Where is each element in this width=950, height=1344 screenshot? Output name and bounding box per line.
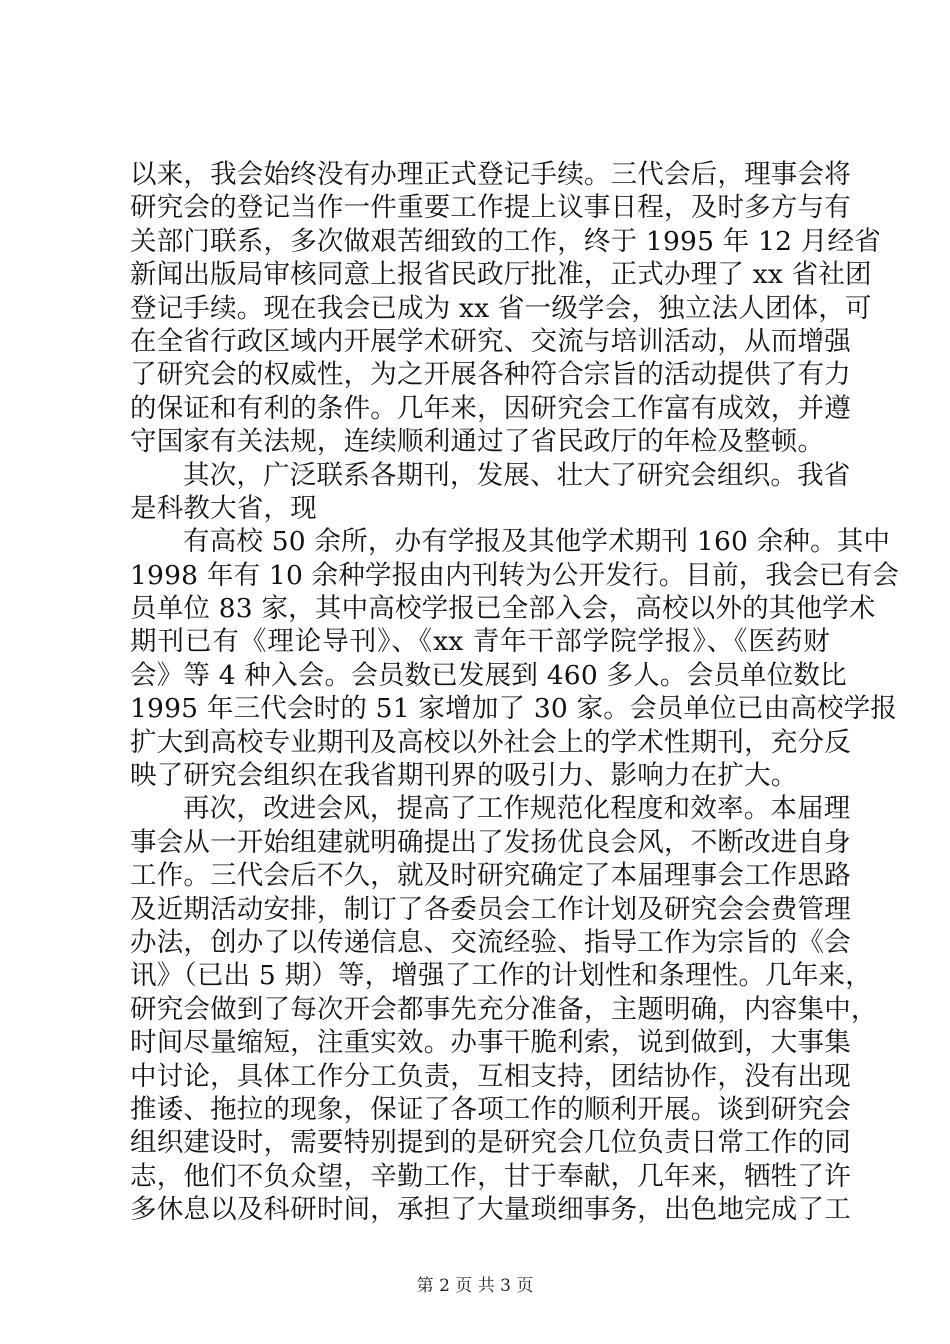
text-line: 新闻出版局审核同意上报省民政厅批准，正式办理了 xx 省社团 [130,259,872,291]
text-line: 办法，创办了以传递信息、交流经验、指导工作为宗旨的《会 [130,926,851,958]
paragraph-first-line: 其次，广泛联系各期刊，发展、壮大了研究会组织。我省 [183,459,851,491]
text-line: 关部门联系，多次做艰苦细致的工作，终于 1995 年 12 月经省 [130,225,881,257]
text-line: 多休息以及科研时间，承担了大量琐细事务，出色地完成了工 [130,1194,851,1226]
text-line: 期刊已有《理论导刊》、《xx 青年干部学院学报》、《医药财 [130,626,830,658]
text-line: 研究会做到了每次开会都事先充分准备，主题明确，内容集中， [130,993,878,1025]
text-line: 志，他们不负众望，辛勤工作，甘于奉献，几年来，牺牲了许 [130,1160,851,1192]
text-line: 了研究会的权威性，为之开展各种符合宗旨的活动提供了有力 [130,359,851,391]
text-line: 1998 年有 10 余种学报由内刊转为公开发行。目前，我会已有会 [130,559,900,591]
document-body [130,158,900,1227]
text-line: 登记手续。现在我会已成为 xx 省一级学会，独立法人团体，可 [130,292,872,324]
text-line: 讯》（已出 5 期）等，增强了工作的计划性和条理性。几年来， [130,960,872,992]
text-line: 扩大到高校专业期刊及高校以外社会上的学术性期刊，充分反 [130,726,851,758]
text-line: 推诿、拖拉的现象，保证了各项工作的顺利开展。谈到研究会 [130,1093,851,1125]
text-line: 是科教大省，现 [130,492,317,524]
text-line: 的保证和有利的条件。几年来，因研究会工作富有成效，并遵 [130,392,851,424]
page-number-footer: 第 2 页 共 3 页 [416,1276,534,1296]
text-line: 研究会的登记当作一件重要工作提上议事日程，及时多方与有 [130,192,851,224]
text-line: 会》等 4 种入会。会员数已发展到 460 多人。会员单位数比 [130,659,847,691]
text-line: 事会从一开始组建就明确提出了发扬优良会风，不断改进自身 [130,826,851,858]
paragraph-first-line: 再次，改进会风，提高了工作规范化程度和效率。本届理 [183,793,851,825]
paragraph-first-line: 有高校 50 余所，办有学报及其他学术期刊 160 余种。其中 [183,526,891,558]
text-line: 以来，我会始终没有办理正式登记手续。三代会后，理事会将 [130,159,851,190]
text-line: 映了研究会组织在我省期刊界的吸引力、影响力在扩大。 [130,760,798,792]
text-line: 员单位 83 家，其中高校学报已全部入会，高校以外的其他学术 [130,593,876,625]
text-line: 中讨论，具体工作分工负责，互相支持，团结协作，没有出现 [130,1060,851,1092]
text-line: 时间尽量缩短，注重实效。办事干脆利索，说到做到，大事集 [130,1027,851,1059]
text-line: 工作。三代会后不久，就及时研究确定了本届理事会工作思路 [130,860,851,892]
text-line: 守国家有关法规，连续顺利通过了省民政厅的年检及整顿。 [130,426,825,458]
text-line: 1995 年三代会时的 51 家增加了 30 家。会员单位已由高校学报 [130,693,897,725]
text-line: 在全省行政区域内开展学术研究、交流与培训活动，从而增强 [130,325,851,357]
text-line: 及近期活动安排，制订了各委员会工作计划及研究会会费管理 [130,893,851,925]
text-line: 组织建设时，需要特别提到的是研究会几位负责日常工作的同 [130,1127,851,1159]
